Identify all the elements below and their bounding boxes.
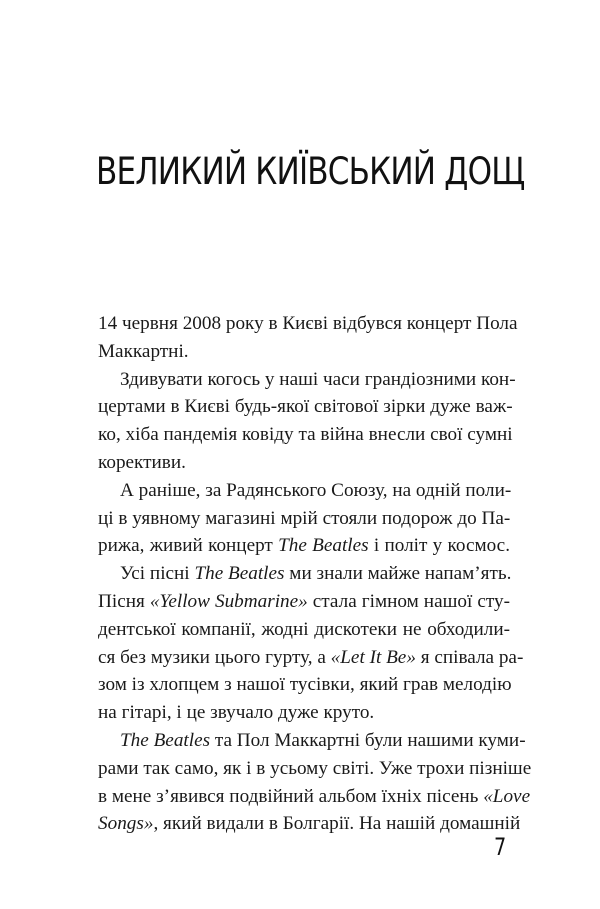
chapter-title: ВЕЛИКИЙ КИЇВСЬКИЙ ДОЩ [96, 150, 525, 193]
song-title-italic: «Yellow Submarine» [149, 590, 308, 612]
text-line [98, 644, 524, 672]
text-line [98, 588, 510, 616]
text-run: ми знали майже напам’ять. [284, 563, 512, 585]
text-line [98, 560, 510, 588]
text-line: Маккартні. [98, 340, 189, 362]
text-line: зом із хлопцем з нашої тусівки, який грав мелодію [98, 674, 512, 696]
text-run: і політ у космос. [368, 535, 510, 557]
text-run: в мене з’явився подвійний альбом їхніх пісень [98, 785, 484, 807]
paragraph-5 [98, 727, 532, 838]
paragraph-2 [98, 366, 516, 477]
text-run: та Пол Маккартні були нашими куми- [210, 729, 526, 751]
text-line: цертами в Києві будь-якої світової зірки дуже важ- [98, 396, 513, 418]
album-title-italic: «Love [483, 785, 531, 807]
text-run: рижа, живий концерт [98, 535, 279, 557]
text-line: А раніше, за Радянського Союзу, на одній поли- [120, 479, 512, 501]
text-line: рами так само, як і в усьому світі. Уже трохи пізніше [98, 757, 532, 779]
text-line: корективи. [98, 451, 186, 473]
text-run: ся без музики цього гурту, а [98, 646, 331, 668]
text-line: ко, хіба пандемія ковіду та війна внесли свої сумні [98, 424, 513, 446]
paragraph-4 [98, 560, 524, 727]
text-run: я співала ра- [415, 646, 524, 668]
band-name-italic: The Beatles [278, 535, 369, 557]
paragraph-1 [98, 310, 518, 366]
text-run: Усі пісні [120, 563, 195, 585]
body-text [98, 310, 532, 838]
text-line: 14 червня 2008 року в Києві відбувся концерт Пола [98, 313, 518, 334]
text-line [98, 810, 521, 838]
song-title-italic: «Let It Be» [330, 646, 416, 668]
text-line: дентської компанії, жодні дискотеки не обходили- [98, 618, 510, 640]
album-title-italic: Songs» [98, 813, 154, 835]
text-run: стала гімном нашої сту- [307, 590, 510, 612]
text-line [98, 532, 510, 560]
text-line [98, 783, 531, 811]
text-line [98, 727, 526, 755]
text-line: ці в уявному магазині мрій стояли подорож до Па- [98, 507, 511, 529]
band-name-italic: The Beatles [120, 729, 211, 751]
text-run: Пісня [98, 590, 150, 612]
text-line: на гітарі, і це звучало дуже круто. [98, 702, 375, 724]
text-line: Здивувати когось у наші часи грандіозними кон- [120, 368, 516, 390]
text-run: , який видали в Болгарії. На нашій домашній [153, 813, 521, 835]
paragraph-3 [98, 477, 510, 560]
band-name-italic: The Beatles [194, 563, 285, 585]
page-number: 7 [494, 833, 507, 861]
